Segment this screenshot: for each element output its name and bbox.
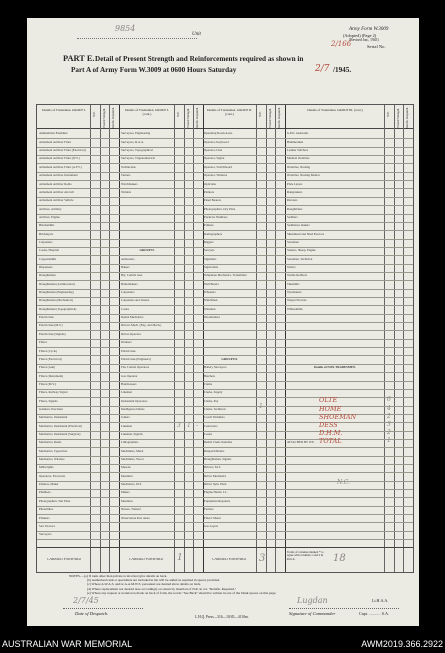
table-row-label: Planners xyxy=(39,516,50,520)
table-row-label: Millwrights xyxy=(39,466,54,470)
table-row-label: Fire Control Operators xyxy=(121,366,150,370)
table-row-label: Woodturners xyxy=(204,316,220,320)
serial-no-label: Serial No. xyxy=(367,44,386,49)
col-we-2: W.E. xyxy=(176,111,180,117)
note-line: NOTES.—(a) If rank other than private is involved give details on back. xyxy=(69,574,168,578)
table-row-label: Carpenters and Joiners xyxy=(121,299,150,303)
row-line xyxy=(37,431,413,432)
hw-nontrade-4: DESS xyxy=(319,421,338,429)
table-row-label: Painters, Maker xyxy=(39,483,59,487)
row-line xyxy=(37,188,413,189)
table-row-label: Mechanics, M.T. xyxy=(121,483,142,487)
hw-nontrade-5: D.H.M. xyxy=(319,429,343,437)
totals-note: Totals of volumes marked * to agree with columns 1 and 2 in Part A. xyxy=(287,550,324,561)
table-row-label: ATTACHED BY W.E. xyxy=(287,441,315,445)
table-row-label: G.P.O. Assistants xyxy=(287,132,309,136)
archive-name: AUSTRALIAN WAR MEMORIAL xyxy=(2,639,133,649)
table-row-label: Surveyors, R.A.A. xyxy=(121,140,144,144)
row-line xyxy=(37,205,413,206)
table-row-label: Gas Operator xyxy=(121,374,138,378)
row-line xyxy=(37,381,413,382)
table-row-label: Mechanics, Instrument (Electrical) xyxy=(39,424,83,428)
table-row-label: Wheelers xyxy=(204,291,216,295)
table-row-label: Butchers xyxy=(204,374,215,378)
table-row-label: Surveyors, Topographical xyxy=(121,149,153,153)
part-label: PART E. xyxy=(63,54,95,63)
table-row-label: Watchmakers xyxy=(121,182,138,186)
table-row-label: Cooks xyxy=(121,307,129,311)
table-row-label: Armament Artificer Vehicle xyxy=(39,199,74,203)
table-row-label: Fitters (Instrument) xyxy=(39,374,64,378)
table-row-label: GROUP III. xyxy=(221,357,238,361)
table-row-label: Linemen xyxy=(121,391,132,395)
table-row-label: Draughtsmen xyxy=(39,274,56,278)
table-row-label: Fitters, Signals xyxy=(39,399,58,403)
table-row-label: Operating Room Assts. xyxy=(204,132,233,136)
title-line-1: Detail of Present Strength and Reinforcements required as shown in xyxy=(95,55,304,63)
row-line xyxy=(37,447,413,448)
table-row-label: Predictor Numbers xyxy=(204,215,228,219)
col-header-group2-cont: Details of Tradesmen. GROUP II. (cont.) xyxy=(207,108,252,116)
hw-clerks-we: 1 xyxy=(259,403,263,410)
carried-forward-1: CARRIED FORWARD xyxy=(47,558,82,561)
table-row-label: Fitters (Cycle) xyxy=(39,349,57,353)
table-row-label: Despatch Riders xyxy=(204,449,225,453)
table-row-label: Tinsmiths xyxy=(287,282,300,286)
col-ps-3: Posted Strength. xyxy=(267,108,272,128)
row-line xyxy=(37,289,413,290)
table-row-label: Surveyors, Engineering xyxy=(121,132,151,136)
table-row-label: Armament Artificer Radio xyxy=(39,182,72,186)
table-row-label: Dental Clerk Orderlies xyxy=(204,441,233,445)
row-line xyxy=(37,422,413,423)
table-row-label: Engine Hands, I.C. xyxy=(204,491,228,495)
table-row-label: Rangetakers xyxy=(287,190,303,194)
row-line xyxy=(37,330,413,331)
strength-table xyxy=(36,104,414,573)
table-row-label: Nurses, Trained xyxy=(121,508,141,512)
note-line: (b) Authorised rank or specialists not included in list will be added as required in spaces provided. xyxy=(87,578,221,583)
row-line xyxy=(37,280,413,281)
col-we-3: W.E. xyxy=(258,111,262,117)
table-row-label: Radiographers xyxy=(204,232,223,236)
form-revised: (Revised Jan., 1945) xyxy=(349,38,379,42)
table-row-label: Electricians (M.V.) xyxy=(39,324,63,328)
col-header-group1-cont: Details of Tradesmen. GROUP I. (cont.) xyxy=(125,108,169,116)
table-row-label: Well Borers xyxy=(204,282,219,286)
table-row-label: Ammunition Examiner xyxy=(39,132,68,136)
archive-footer xyxy=(0,636,445,653)
signature-sub: Capt. ........... S.A. xyxy=(359,611,390,616)
table-row-label: Saddletree makers xyxy=(287,224,310,228)
table-row-label: Armament Artificer Fitter (A.F.V.) xyxy=(39,165,82,169)
row-line xyxy=(37,314,413,315)
table-row-label: Linemen, Signals xyxy=(121,433,143,436)
table-row-label: Gas Layers xyxy=(204,524,219,528)
table-row-label: Whitesmiths xyxy=(287,307,303,311)
table-row-label: Joiners xyxy=(121,416,130,420)
hw-nontrade-n3: 2 xyxy=(387,413,391,420)
table-row-label: Clerks, Technical xyxy=(204,407,226,411)
row-line xyxy=(37,389,413,390)
table-row-label: Wiremen xyxy=(204,307,216,311)
unit-label: Unit xyxy=(192,32,201,37)
table-row-label: Clerks, Pay xyxy=(204,399,219,403)
table-row-label: Signwriters xyxy=(204,266,219,269)
row-line xyxy=(37,147,413,148)
row-line xyxy=(37,230,413,231)
row-line xyxy=(37,355,413,356)
row-line xyxy=(37,472,413,473)
table-row-label: Moulders xyxy=(121,499,133,503)
table-row-label: Hairdressers xyxy=(121,382,137,386)
row-line xyxy=(37,197,413,198)
row-line xyxy=(37,305,413,306)
hw-instr-ops-ps: 1 xyxy=(187,422,191,429)
table-row-label: Linemen xyxy=(121,424,132,428)
table-row-label: Fitters (Electrical) xyxy=(39,357,62,361)
despatch-date-line xyxy=(63,608,143,609)
table-row-label: Electricians (Signals) xyxy=(39,332,66,336)
table-row-label: Drainers xyxy=(121,341,132,345)
row-line xyxy=(37,464,413,465)
row-line xyxy=(37,247,413,248)
hw-nontrade-6: TOTAL xyxy=(319,437,342,445)
table-row-label: Drivers, M.T. xyxy=(204,466,221,470)
row-line xyxy=(37,439,413,440)
table-row-label: Draughtsmen, Signals xyxy=(204,458,232,462)
carried-forward-2: CARRIED FORWARD xyxy=(129,558,164,561)
table-row-label: Draughtsmen (Engineering) xyxy=(39,291,74,295)
table-row-label: Fitters xyxy=(39,341,47,345)
table-row-label: Coppersmiths xyxy=(39,257,57,261)
table-row-label: Operator, Line xyxy=(204,149,223,153)
table-row-label: Mechanics, Radio xyxy=(39,441,62,445)
table-row-label: Draughtsmen (Topographical) xyxy=(39,307,77,311)
table-row-label: Fitters' Mates xyxy=(204,516,221,520)
note-line: (d) Where replacement not desired note accordingly on return by insertion of N.R. in col. "Reinfts. Required." xyxy=(87,586,237,591)
table-row-label: Riveters xyxy=(287,199,298,203)
hw-clerks-ps: - xyxy=(269,403,272,410)
table-row-label: Operator, Keyboard xyxy=(204,140,229,144)
row-line xyxy=(37,180,413,181)
table-row-label: Driver-Operator xyxy=(121,332,142,336)
row-line xyxy=(37,255,413,256)
carried-divider xyxy=(37,547,413,548)
table-row-label: Bakers xyxy=(121,266,130,269)
table-row-label: Sheetmetal and Shed Erectors xyxy=(287,232,325,236)
table-row-label: Stokers, Sheep, Engine xyxy=(287,249,316,253)
row-line xyxy=(37,322,413,323)
table-row-label: Armament Artificer Fitter (Electrical) xyxy=(39,149,86,153)
col-we-4: W.E. xyxy=(386,111,390,117)
table-row-label: Telephone Mechanics, Transmitter xyxy=(204,274,247,278)
row-line xyxy=(37,239,413,240)
table-row-label: Instrument Operators xyxy=(121,399,148,403)
table-row-label: Carpenters xyxy=(39,240,53,244)
printer-line: L.H.Q. Press—316—10/45—4110m. xyxy=(195,615,249,619)
row-line xyxy=(37,406,413,407)
signature-label: Signature of Commander xyxy=(289,611,336,616)
col-header-group1: Details of Tradesmen. GROUP I. xyxy=(42,108,86,112)
table-row-label: Photographers, Dry Plate xyxy=(204,207,236,211)
hw-instr-ops-rr: - xyxy=(196,422,199,429)
table-row-label: Armament Artificer Instrument xyxy=(39,174,78,178)
row-line xyxy=(37,272,413,273)
table-row-label: Armourers xyxy=(121,257,135,261)
col-ps-4: Posted Strength. xyxy=(395,108,400,128)
table-row-label: Plate Layers xyxy=(287,182,303,186)
row-line xyxy=(37,481,413,482)
table-row-label: Mechanics, Instrument xyxy=(39,416,68,420)
table-row-label: Lithographers xyxy=(121,441,139,445)
hw-nontrade-n6: 1 xyxy=(387,437,391,444)
table-row-label: Clerks, Supply xyxy=(204,391,223,395)
table-row-label: Armament Artificer Aircraft xyxy=(39,190,74,194)
form-adapted: (Adopted) (Page 2) xyxy=(343,33,377,38)
table-row-label: Photographers, Wet Plate xyxy=(39,499,71,503)
form-page xyxy=(27,18,419,626)
hw-nontrade-n1: 6 xyxy=(387,396,391,403)
title-line-2: Part A of Army Form W.3009 at 0600 Hours Saturday xyxy=(71,66,237,74)
col-rr-2: Reinfts. Required. xyxy=(195,107,199,129)
row-line xyxy=(37,214,413,215)
table-row-label: Moulders xyxy=(121,474,133,478)
table-row-label: Saddlers xyxy=(287,215,298,219)
unit-handwritten: 9854 xyxy=(115,24,136,33)
table-row-label: Mechanics, Typewriter xyxy=(39,449,68,453)
table-row-label: Orderlies, Nursing xyxy=(287,165,311,169)
table-row-label: Opticians xyxy=(204,182,216,186)
title-year: /1945. xyxy=(333,66,352,74)
form-ref: Army Form W.3009 xyxy=(349,27,389,32)
signature-line xyxy=(289,608,399,609)
table-row-label: Surveyors, Trigonometrical xyxy=(121,157,156,161)
row-line xyxy=(37,514,413,515)
table-row-label: Cooks, Hospital xyxy=(39,249,59,253)
col-header-group3-cont: Details of Tradesmen. GROUP III. (cont.) xyxy=(307,108,363,112)
table-row-label: Fitters (M.V.) xyxy=(39,382,56,386)
table-row-label: Hammermen xyxy=(287,140,304,144)
table-row-label: Welders xyxy=(121,190,132,194)
row-line xyxy=(37,497,413,498)
carried-hw-4: 18 xyxy=(333,553,346,564)
table-row-label: Bricklayers xyxy=(39,232,54,236)
table-row-label: Draughtsmen (Architectural) xyxy=(39,282,75,286)
col-ps-2: Posted Strength. xyxy=(185,108,190,128)
row-line xyxy=(37,489,413,490)
hw-nontrade-n5: 2 xyxy=(387,429,391,436)
table-row-label: Tyremakers xyxy=(287,291,302,295)
table-row-label: Driver Mechanics xyxy=(204,474,227,478)
carried-forward-3: CARRIED FORWARD xyxy=(212,558,247,561)
row-line xyxy=(37,522,413,523)
date-of-despatch-label: Date of Despatch. xyxy=(75,611,109,616)
hw-nontrade-1: OLTE xyxy=(319,396,338,404)
table-row-label: Machinists, Wood xyxy=(121,458,144,462)
table-row-label: Fitters (Gun) xyxy=(39,366,56,370)
table-row-label: Leather Stitchers xyxy=(287,149,309,153)
table-row-label: Operator, Signal xyxy=(204,157,225,161)
row-line xyxy=(37,456,413,457)
col-rr-4: Reinfts. Required. xyxy=(405,107,409,129)
row-line xyxy=(37,347,413,348)
table-row-label: Battery Surveyors xyxy=(204,366,227,370)
table-row-label: Artificer, Engine xyxy=(39,215,60,219)
row-line xyxy=(37,506,413,507)
table-row-label: Plumbers xyxy=(39,491,51,495)
row-line xyxy=(37,264,413,265)
table-row-label: Fitters, Railway Signal xyxy=(39,391,68,395)
table-row-label: Roughriders xyxy=(287,207,303,211)
col-ps-1: Posted Strength. xyxy=(101,108,106,128)
table-row-label: Medical Orderlies xyxy=(287,157,310,161)
table-row-label: Machinists, Metal xyxy=(121,449,144,453)
table-row-label: Operator, Switchboard xyxy=(204,165,233,169)
hw-attached: N.C. xyxy=(337,479,351,486)
unit-line xyxy=(77,38,197,39)
signature-hw: Lugdan xyxy=(297,596,328,605)
row-line xyxy=(37,414,413,415)
table-row-label: Intelligence Duties xyxy=(121,407,145,411)
table-row-label: Painters xyxy=(204,190,214,194)
carried-hw-2: 1 xyxy=(177,553,183,563)
table-row-label: Turners xyxy=(121,174,131,178)
table-row-label: Electricians xyxy=(39,316,54,320)
row-line xyxy=(37,163,413,164)
hw-instr-ops-we: 3 xyxy=(177,422,181,429)
table-row-label: Armament Artificer Fitter xyxy=(39,140,71,144)
table-row-label: GROUP II. xyxy=(139,249,155,253)
table-row-label: Mechanics, Wireless xyxy=(39,458,65,462)
table-row-label: Photolithos xyxy=(39,508,54,512)
table-row-label: Sawyers xyxy=(204,249,215,253)
table-row-label: Storemen, Technical xyxy=(287,257,313,261)
table-row-label: Signallers xyxy=(204,257,217,261)
table-row-label: Details of NON-TRADESMEN. xyxy=(314,366,356,370)
table-row-label: Grinders, Precision xyxy=(39,407,63,411)
table-row-label: Farriers xyxy=(204,508,214,512)
row-line xyxy=(37,372,413,373)
note-line: (e) Where any request or notation is made on back of form, the words "See Back" should be written in one of the blank spaces on this page. xyxy=(87,590,277,595)
hw-nontrade-n4: 3 xyxy=(387,421,391,428)
archive-id: AWM2019.366.2922 xyxy=(361,639,443,649)
row-line xyxy=(37,397,413,398)
table-row-label: Carpenters xyxy=(121,291,135,295)
carried-hw-3: 3 xyxy=(259,553,266,564)
row-line xyxy=(37,539,413,540)
note-line: (c) Where A.W.A.S. and/or A.A.M.W.S. personnel are desired show details on back. xyxy=(87,582,202,587)
row-line xyxy=(37,222,413,223)
table-row-label: Mechanics, Instrument (Surgical) xyxy=(39,433,81,436)
hw-nontrade-2: HOME xyxy=(319,405,342,413)
hw-nontrade-n2: 4 xyxy=(387,405,391,412)
table-row-label: Wagon Erectors xyxy=(287,299,307,303)
table-row-label: Driver Spin. Plant xyxy=(204,483,227,487)
table-row-label: Electricians (Engineers) xyxy=(121,357,151,361)
title-date: 2/7 xyxy=(315,64,330,74)
table-row-label: Miners xyxy=(121,491,130,495)
table-row-label: Masons xyxy=(121,466,131,470)
table-row-label: Technicians xyxy=(121,165,136,169)
table-row-label: Blacksmiths xyxy=(39,224,55,228)
despatch-date-hw: 2/7/45 xyxy=(73,596,99,605)
signature-title: Lt.H.A.A. xyxy=(372,598,389,603)
header-divider xyxy=(37,128,413,129)
table-row-label: Dental Mechanics xyxy=(121,316,144,320)
table-row-label: Surveyors xyxy=(39,533,52,537)
col-we-1: W.E. xyxy=(92,111,96,117)
table-row-label: Dispensers xyxy=(39,266,53,269)
table-row-label: Bty. Comd's Asst. xyxy=(121,274,144,278)
table-row-label: Artificer, Artillery xyxy=(39,207,62,211)
table-row-label: Operators, Excavator xyxy=(39,474,66,478)
col-rr-3: Reinfts. Required. xyxy=(277,107,281,129)
table-row-label: Cooks xyxy=(204,433,212,436)
row-line xyxy=(37,155,413,156)
table-row-label: Saw Doctors xyxy=(39,524,55,528)
row-line xyxy=(37,364,413,365)
serial-no-value: 2/166 xyxy=(331,40,352,48)
table-row-label: Tailors xyxy=(287,266,296,269)
row-line xyxy=(37,138,413,139)
table-row-label: Clerks xyxy=(204,382,213,386)
table-row-label: Observation Post Assts. xyxy=(121,516,151,520)
row-line xyxy=(37,297,413,298)
table-row-label: Boilermakers xyxy=(121,282,138,286)
hw-nontrade-3: SHOEMAN xyxy=(319,413,357,421)
table-row-label: Riggers xyxy=(204,240,214,244)
table-row-label: Drivers Mech. (Eng. and Mech.) xyxy=(121,324,162,328)
row-line xyxy=(37,531,413,532)
row-line xyxy=(37,172,413,173)
table-row-label: Textile Refitters xyxy=(287,274,307,278)
table-row-label: Equipment Repairers xyxy=(204,499,231,503)
row-line xyxy=(37,339,413,340)
table-row-label: Armament Artificer Fitter (W.T.) xyxy=(39,157,80,161)
table-row-label: Panel Beaters xyxy=(204,199,221,203)
table-row-label: Printers xyxy=(204,224,214,228)
table-row-label: Orderlies, Nursing Mental xyxy=(287,174,320,178)
table-row-label: Draughtsmen (Mechanical) xyxy=(39,299,73,303)
table-row-label: Storemen xyxy=(287,240,299,244)
table-row-label: Operator, Wireless xyxy=(204,174,228,178)
table-row-label: Winchmen xyxy=(204,299,218,303)
table-row-label: Electricians xyxy=(121,349,136,353)
table-row-label: Concreters xyxy=(204,424,218,428)
col-rr-1: Reinfts. Required. xyxy=(111,107,115,129)
table-row-label: Coach Trimmers xyxy=(204,416,225,420)
